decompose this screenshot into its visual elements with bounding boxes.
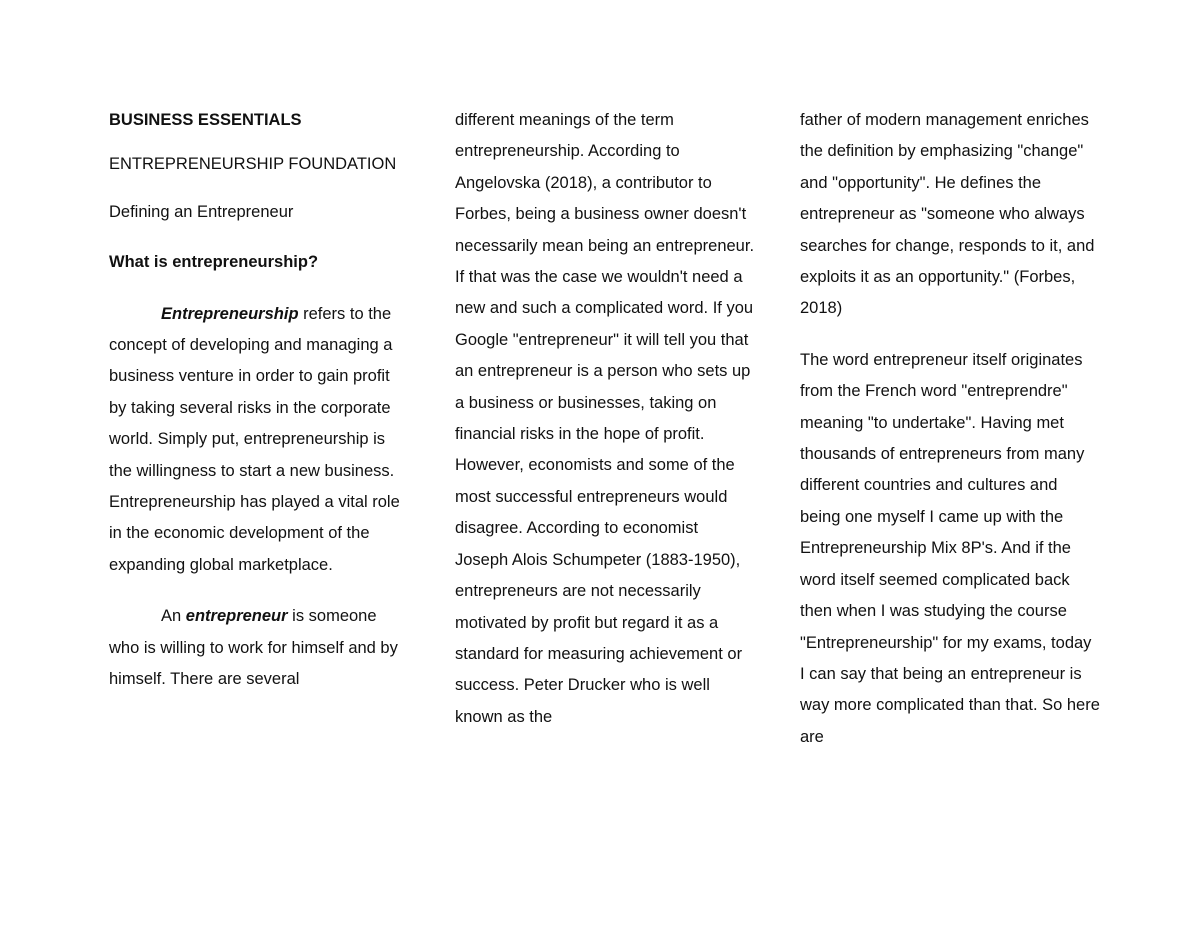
document-subtitle: ENTREPRENEURSHIP FOUNDATION	[109, 155, 397, 174]
paragraph-entrepreneurship	[109, 299, 409, 582]
term-entrepreneurship: Entrepreneurship	[161, 304, 299, 323]
paragraph-definitions: different meanings of the term entrepreneurship. According to Angelovska (2018), a contributor to Forbes, being a business owner doesn't necessarily mean being an entrepreneur. If that was the case we wouldn't need a new and such a complicated word. If you Google "entrepreneur" it will tell you that an entrepreneur is a person who sets up a business or businesses, taking on financial risks in the hope of profit. However, economists and some of the most successful entrepreneurs would disagree. According to economist Joseph Alois Schumpeter (1883-1950), entrepreneurs are not necessarily motivated by profit but regard it as a standard for measuring achievement or success. Peter Drucker who is well known as the	[455, 111, 755, 726]
column-2	[455, 105, 755, 753]
paragraph-entrepreneur-text: is someone who is willing to work for himself and by himself. There are several	[109, 607, 398, 689]
paragraph-entrepreneur-lead: An	[161, 607, 186, 626]
paragraph-entrepreneur	[109, 601, 409, 695]
paragraph-entrepreneurship-text: refers to the concept of developing and managing a business venture in order to gain profit by taking several risks in the corporate world. Simply put, entrepreneurship is the willingness to start a new business. Entrepreneurship has played a vital role in the economic development of the expanding global marketplace.	[109, 304, 400, 574]
paragraph-drucker: father of modern management enriches the definition by emphasizing "change" and "opportunity". He defines the entrepreneur as "someone who always searches for change, responds to it, and exploits it as an opportunity." (Forbes, 2018)	[800, 111, 1095, 318]
column-3	[800, 105, 1100, 773]
paragraph-etymology: The word entrepreneur itself originates from the French word "entreprendre" meaning "to undertake". Having met thousands of entrepreneurs from many different countries and cultures and being one myself I came up with the Entrepreneurship Mix 8P's. And if the word itself seemed complicated back then when I was studying the course "Entrepreneurship" for my exams, today I can say that being an entrepreneur is way more complicated than that. So here are	[800, 350, 1100, 746]
column-1	[109, 105, 409, 716]
question-heading: What is entrepreneurship?	[109, 253, 319, 272]
term-entrepreneur: entrepreneur	[185, 607, 288, 626]
document-title: BUSINESS ESSENTIALS	[109, 111, 302, 129]
section-heading: Defining an Entrepreneur	[109, 202, 294, 221]
